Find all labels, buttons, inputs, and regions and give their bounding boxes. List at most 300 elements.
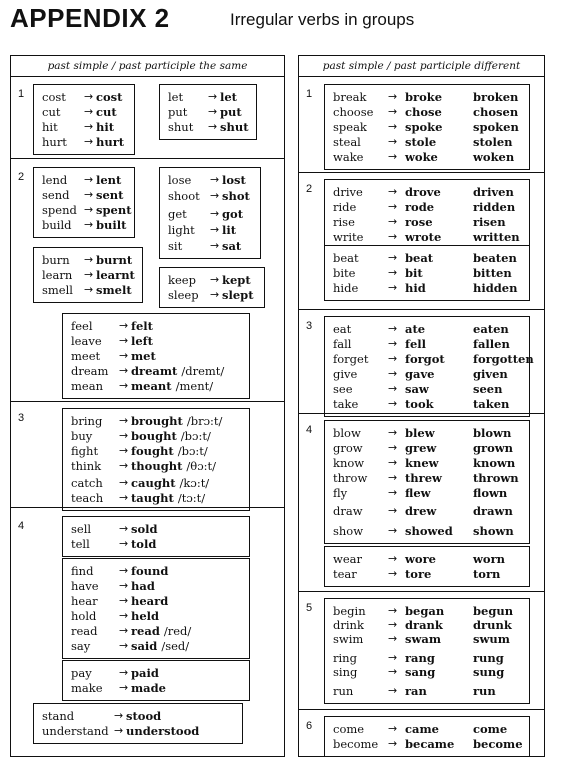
base-form: grow (333, 441, 363, 455)
right-arrow-icon: → (388, 722, 398, 735)
verb-row (71, 364, 245, 378)
past-form: brought (131, 414, 183, 428)
past-participle: taken (473, 397, 510, 411)
base-form: read (71, 624, 98, 638)
past-participle: bitten (473, 266, 512, 280)
right-arrow-icon: → (388, 524, 398, 537)
verb-row (333, 90, 525, 104)
verb-row (42, 105, 130, 119)
past-form: stole (405, 135, 437, 149)
base-form: wake (333, 150, 364, 164)
verb-row (333, 120, 525, 134)
past-form: threw (405, 471, 442, 485)
right-arrow-icon: → (388, 367, 398, 380)
right-arrow-icon: → (388, 456, 398, 469)
past-form: kept (222, 273, 251, 287)
verb-row (71, 522, 245, 536)
past-form: lit (222, 223, 237, 237)
verb-box (324, 716, 530, 757)
base-form: show (333, 524, 364, 538)
verb-row (168, 90, 252, 104)
base-form: take (333, 397, 359, 411)
base-form: ride (333, 200, 357, 214)
right-arrow-icon: → (119, 639, 129, 652)
past-participle: spoken (473, 120, 519, 134)
verb-group (299, 76, 544, 172)
right-arrow-icon: → (119, 491, 129, 504)
page-title: APPENDIX 2 (10, 3, 170, 33)
verb-row (333, 604, 525, 618)
right-arrow-icon: → (84, 218, 94, 231)
verb-row (333, 230, 525, 244)
verb-group (11, 507, 284, 757)
verb-row (333, 281, 525, 295)
past-form: lost (222, 173, 246, 187)
past-participle: torn (473, 567, 501, 581)
base-form: hit (42, 120, 58, 134)
right-arrow-icon: → (84, 268, 94, 281)
base-form: have (71, 579, 99, 593)
verb-row (333, 618, 525, 632)
right-arrow-icon: → (119, 579, 129, 592)
verb-box (33, 84, 135, 155)
past-form: held (131, 609, 160, 623)
base-form: fall (333, 337, 352, 351)
base-form: blow (333, 426, 361, 440)
verb-box (324, 245, 530, 301)
verb-row (71, 349, 245, 363)
right-arrow-icon: → (388, 105, 398, 118)
past-participle: forgotten (473, 352, 534, 366)
group-number: 6 (306, 720, 313, 732)
base-form: send (42, 188, 70, 202)
base-form: fight (71, 444, 99, 458)
past-form: hit (96, 120, 115, 134)
base-form: eat (333, 322, 352, 336)
base-form: steal (333, 135, 361, 149)
verb-row (333, 737, 525, 751)
group-number: 4 (18, 520, 25, 532)
verb-row (333, 337, 525, 351)
pronunciation: /ment/ (175, 379, 214, 393)
base-form: feel (71, 319, 93, 333)
past-form: slept (222, 288, 254, 302)
right-arrow-icon: → (84, 120, 94, 133)
past-form: broke (405, 90, 443, 104)
right-arrow-icon: → (210, 173, 220, 186)
right-arrow-icon: → (388, 266, 398, 279)
verb-row (71, 609, 245, 623)
past-form: saw (405, 382, 429, 396)
past-participle: swum (473, 632, 510, 646)
verb-row (71, 564, 245, 578)
verb-row (333, 266, 525, 280)
past-participle: shown (473, 524, 514, 538)
base-form: hear (71, 594, 98, 608)
base-form: wear (333, 552, 363, 566)
verb-row (42, 173, 130, 187)
past-form: bit (405, 266, 423, 280)
past-form: taught (131, 491, 174, 505)
group-number: 3 (306, 320, 313, 332)
past-participle: ridden (473, 200, 516, 214)
past-form: heard (131, 594, 169, 608)
right-arrow-icon: → (388, 737, 398, 750)
verb-row (71, 414, 245, 428)
verb-row (71, 666, 245, 680)
base-form: sleep (168, 288, 199, 302)
past-form: drank (405, 618, 443, 632)
past-form: wrote (405, 230, 442, 244)
column-different (298, 55, 545, 757)
past-participle: grown (473, 441, 514, 455)
base-form: speak (333, 120, 367, 134)
column-heading: past simple / past participle the same (11, 56, 284, 77)
verb-box (324, 316, 534, 417)
right-arrow-icon: → (119, 624, 129, 637)
verb-row (333, 486, 525, 500)
past-participle: fallen (473, 337, 510, 351)
pronunciation: /dremt/ (181, 364, 225, 378)
past-form: built (96, 218, 127, 232)
base-form: mean (71, 379, 103, 393)
past-form: sang (405, 665, 436, 679)
right-arrow-icon: → (388, 230, 398, 243)
base-form: spend (42, 203, 77, 217)
base-form: make (71, 681, 103, 695)
base-form: cost (42, 90, 66, 104)
verb-row (42, 218, 130, 232)
past-form: cut (96, 105, 117, 119)
base-form: cut (42, 105, 61, 119)
past-form: gave (405, 367, 435, 381)
verb-row (333, 552, 525, 566)
past-form: shut (220, 120, 249, 134)
right-arrow-icon: → (208, 120, 218, 133)
pronunciation: /kɔ:t/ (179, 476, 210, 490)
past-form: stood (126, 709, 162, 723)
past-form: read (131, 624, 160, 638)
base-form: learn (42, 268, 73, 282)
base-form: lose (168, 173, 192, 187)
past-form: sent (96, 188, 124, 202)
verb-row (333, 504, 525, 518)
verb-box (33, 167, 135, 238)
past-form: woke (405, 150, 438, 164)
verb-box (324, 546, 530, 587)
verb-box (62, 660, 250, 701)
past-form: meant (131, 379, 172, 393)
past-form: let (220, 90, 237, 104)
verb-row (333, 135, 525, 149)
right-arrow-icon: → (388, 441, 398, 454)
page-subtitle: Irregular verbs in groups (230, 10, 415, 29)
base-form: hide (333, 281, 359, 295)
base-form: pay (71, 666, 92, 680)
past-form: sat (222, 239, 242, 253)
right-arrow-icon: → (388, 382, 398, 395)
base-form: lend (42, 173, 68, 187)
right-arrow-icon: → (119, 564, 129, 577)
pronunciation: /bɔ:t/ (177, 444, 208, 458)
right-arrow-icon: → (119, 429, 129, 442)
past-form: knew (405, 456, 439, 470)
right-arrow-icon: → (388, 322, 398, 335)
past-form: flew (405, 486, 431, 500)
pronunciation: /red/ (163, 624, 192, 638)
past-form: came (405, 722, 439, 736)
past-form: blew (405, 426, 435, 440)
right-arrow-icon: → (210, 239, 220, 252)
verb-row (168, 105, 252, 119)
verb-row (71, 579, 245, 593)
group-number: 2 (18, 171, 25, 183)
base-form: sell (71, 522, 92, 536)
past-form: fell (405, 337, 427, 351)
group-number: 5 (306, 602, 313, 614)
right-arrow-icon: → (119, 476, 129, 489)
past-participle: chosen (473, 105, 519, 119)
past-form: chose (405, 105, 442, 119)
verb-row (333, 524, 525, 538)
right-arrow-icon: → (210, 223, 220, 236)
past-form: said (131, 639, 158, 653)
pronunciation: /θɔ:t/ (186, 459, 217, 473)
verb-row (333, 105, 525, 119)
base-form: stand (42, 709, 75, 723)
past-form: forgot (405, 352, 445, 366)
verb-row (71, 681, 245, 695)
verb-box (324, 420, 530, 544)
verb-group (11, 401, 284, 508)
past-form: burnt (96, 253, 133, 267)
verb-box (62, 558, 250, 659)
verb-row (42, 188, 130, 202)
past-form: spent (96, 203, 132, 217)
right-arrow-icon: → (114, 709, 124, 722)
base-form: buy (71, 429, 93, 443)
base-form: run (333, 684, 354, 698)
verb-row (333, 397, 525, 411)
base-form: understand (42, 724, 109, 738)
verb-row (333, 367, 525, 381)
base-form: see (333, 382, 353, 396)
past-form: shot (222, 189, 250, 203)
past-form: became (405, 737, 455, 751)
right-arrow-icon: → (388, 504, 398, 517)
verb-row (168, 173, 256, 187)
right-arrow-icon: → (119, 379, 129, 392)
right-arrow-icon: → (388, 684, 398, 697)
verb-box (159, 167, 261, 259)
right-arrow-icon: → (119, 444, 129, 457)
past-participle: blown (473, 426, 512, 440)
past-participle: driven (473, 185, 514, 199)
verb-row (42, 283, 138, 297)
verb-row (333, 426, 525, 440)
verb-group (11, 76, 284, 158)
past-form: grew (405, 441, 437, 455)
base-form: think (71, 459, 102, 473)
base-form: let (168, 90, 184, 104)
right-arrow-icon: → (388, 135, 398, 148)
right-arrow-icon: → (388, 251, 398, 264)
right-arrow-icon: → (119, 334, 129, 347)
base-form: know (333, 456, 365, 470)
verb-box (62, 408, 250, 511)
past-participle: come (473, 722, 508, 736)
past-form: wore (405, 552, 436, 566)
base-form: teach (71, 491, 104, 505)
past-participle: drawn (473, 504, 513, 518)
past-participle: rung (473, 651, 504, 665)
verb-row (333, 632, 525, 646)
base-form: hold (71, 609, 97, 623)
verb-row (71, 334, 245, 348)
past-participle: known (473, 456, 516, 470)
past-participle: eaten (473, 322, 509, 336)
verb-box (33, 247, 143, 303)
base-form: throw (333, 471, 368, 485)
past-form: put (220, 105, 242, 119)
right-arrow-icon: → (208, 105, 218, 118)
past-form: cost (96, 90, 123, 104)
right-arrow-icon: → (84, 135, 94, 148)
right-arrow-icon: → (388, 150, 398, 163)
past-form: ran (405, 684, 427, 698)
verb-group (299, 309, 544, 414)
verb-row (168, 120, 252, 134)
right-arrow-icon: → (119, 609, 129, 622)
base-form: build (42, 218, 72, 232)
past-form: rose (405, 215, 433, 229)
verb-row (71, 491, 245, 505)
past-participle: given (473, 367, 508, 381)
right-arrow-icon: → (84, 188, 94, 201)
past-participle: begun (473, 604, 514, 618)
verb-box (62, 516, 250, 557)
past-form: thought (131, 459, 183, 473)
pronunciation: /brɔ:t/ (186, 414, 223, 428)
verb-row (333, 665, 525, 679)
verb-row (333, 352, 534, 366)
verb-row (42, 709, 238, 723)
right-arrow-icon: → (388, 352, 398, 365)
verb-row (333, 567, 525, 581)
past-form: learnt (96, 268, 135, 282)
base-form: bite (333, 266, 356, 280)
past-participle: seen (473, 382, 503, 396)
verb-row (333, 382, 525, 396)
base-form: say (71, 639, 91, 653)
pronunciation: /tɔ:t/ (177, 491, 206, 505)
right-arrow-icon: → (388, 567, 398, 580)
past-form: paid (131, 666, 159, 680)
past-participle: broken (473, 90, 519, 104)
verb-box (324, 598, 530, 704)
column-same (10, 55, 285, 757)
right-arrow-icon: → (119, 349, 129, 362)
verb-row (333, 471, 525, 485)
past-participle: run (473, 684, 496, 698)
base-form: choose (333, 105, 374, 119)
verb-box (324, 84, 530, 170)
past-form: dreamt (131, 364, 178, 378)
base-form: beat (333, 251, 359, 265)
base-form: meet (71, 349, 101, 363)
right-arrow-icon: → (388, 337, 398, 350)
past-form: sold (131, 522, 158, 536)
verb-group (299, 591, 544, 710)
base-form: begin (333, 604, 366, 618)
group-number: 4 (306, 424, 313, 436)
right-arrow-icon: → (114, 724, 124, 737)
past-participle: beaten (473, 251, 517, 265)
base-form: get (168, 207, 187, 221)
right-arrow-icon: → (119, 537, 129, 550)
base-form: rise (333, 215, 355, 229)
verb-row (333, 441, 525, 455)
base-form: draw (333, 504, 363, 518)
verb-row (333, 251, 525, 265)
base-form: forget (333, 352, 369, 366)
past-form: tore (405, 567, 432, 581)
right-arrow-icon: → (388, 185, 398, 198)
right-arrow-icon: → (388, 632, 398, 645)
right-arrow-icon: → (84, 283, 94, 296)
base-form: drink (333, 618, 364, 632)
right-arrow-icon: → (388, 90, 398, 103)
right-arrow-icon: → (119, 459, 129, 472)
right-arrow-icon: → (84, 253, 94, 266)
right-arrow-icon: → (388, 604, 398, 617)
verb-row (42, 135, 130, 149)
base-form: fly (333, 486, 348, 500)
past-form: lent (96, 173, 122, 187)
group-number: 1 (18, 88, 25, 100)
verb-row (333, 722, 525, 736)
verb-row (168, 273, 260, 287)
verb-box (324, 179, 530, 250)
right-arrow-icon: → (119, 414, 129, 427)
past-participle: risen (473, 215, 506, 229)
past-form: told (131, 537, 157, 551)
base-form: burn (42, 253, 70, 267)
base-form: leave (71, 334, 102, 348)
right-arrow-icon: → (210, 207, 220, 220)
base-form: shut (168, 120, 194, 134)
right-arrow-icon: → (388, 215, 398, 228)
right-arrow-icon: → (84, 90, 94, 103)
right-arrow-icon: → (208, 90, 218, 103)
base-form: tell (71, 537, 90, 551)
verb-row (42, 120, 130, 134)
verb-row (333, 150, 525, 164)
verb-row (168, 223, 256, 237)
verb-row (71, 594, 245, 608)
past-form: began (405, 604, 445, 618)
right-arrow-icon: → (119, 666, 129, 679)
past-form: rode (405, 200, 435, 214)
base-form: find (71, 564, 94, 578)
past-form: ate (405, 322, 426, 336)
past-form: beat (405, 251, 434, 265)
base-form: keep (168, 273, 196, 287)
right-arrow-icon: → (119, 522, 129, 535)
verb-group (11, 158, 284, 402)
group-number: 2 (306, 183, 313, 195)
past-participle: become (473, 737, 523, 751)
